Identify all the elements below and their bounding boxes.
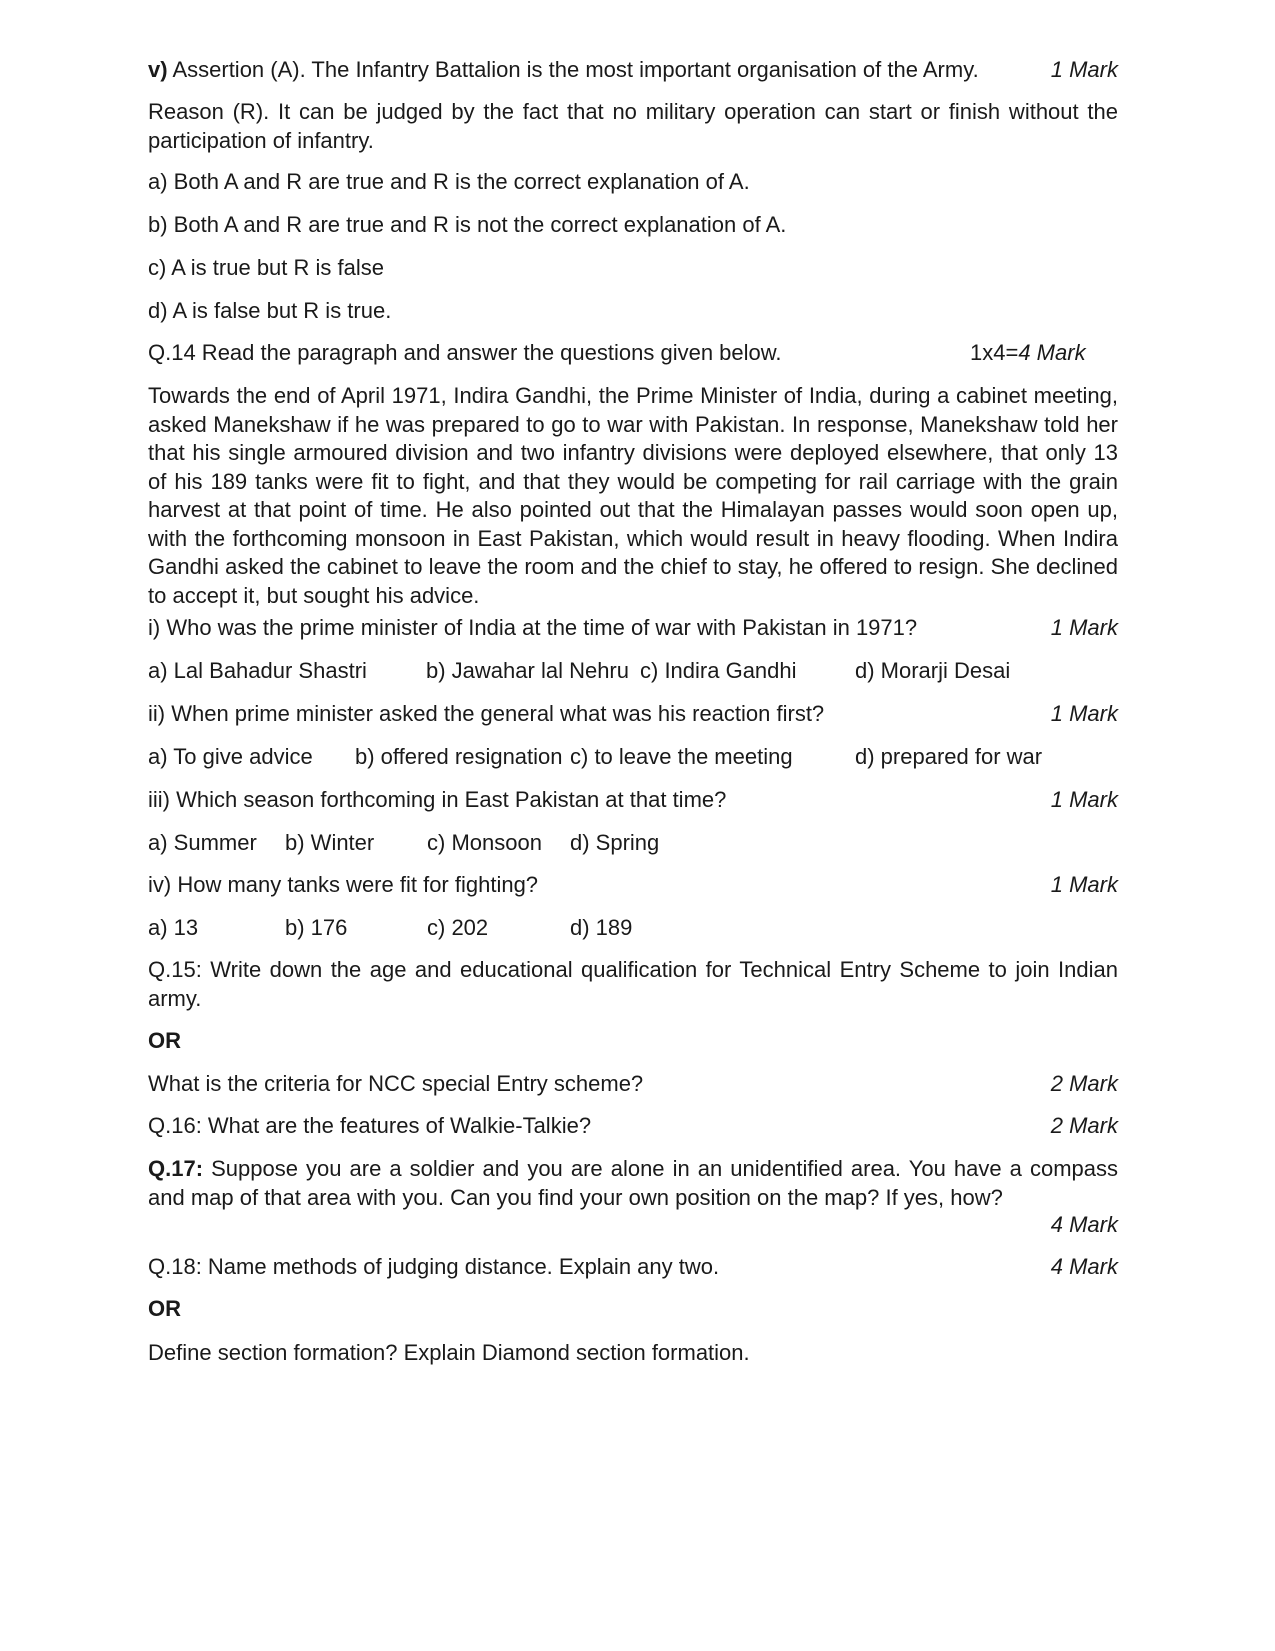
q15-question: Q.15: Write down the age and educational qualification for Technical Entry Scheme to join Indian army. bbox=[148, 957, 1118, 1011]
q15-alt-question: What is the criteria for NCC special Entry scheme? bbox=[148, 1071, 644, 1096]
q13v-assertion: Assertion (A). The Infantry Battalion is the most important organisation of the Army. bbox=[167, 57, 979, 82]
q14-ii-question: ii) When prime minister asked the general what was his reaction first? bbox=[148, 701, 825, 726]
q16-mark: 2 Mark bbox=[1050, 1113, 1118, 1138]
q14-mark-prefix: 1x4= bbox=[970, 340, 1019, 365]
q14-iv-option-a: a) 13 bbox=[148, 915, 199, 940]
q14-paragraph: Towards the end of April 1971, Indira Gandhi, the Prime Minister of India, during a cabinet meeting, asked Manekshaw if he was prepared to go to war with Pakistan. In response, Manekshaw told her that his single armoured division and two infantry divisions were deployed elsewhere, that only 13 of his 189 tanks were fit to fight, and that they would be competing for rail carriage with the grain harvest at that point of time. He also pointed out that the Himalayan passes would soon open up, with the forthcoming monsoon in East Pakistan, which would result in heavy flooding. When Indira Gandhi asked the cabinet to leave the room and the chief to stay, he offered to resign. She declined to accept it, but sought his advice. bbox=[148, 383, 1118, 608]
q14-iii-option-c: c) Monsoon bbox=[427, 830, 542, 855]
q14-iv-option-d: d) 189 bbox=[570, 915, 633, 940]
q17-label: Q.17: bbox=[148, 1156, 204, 1181]
q14-iii-option-a: a) Summer bbox=[148, 830, 257, 855]
q15-mark: 2 Mark bbox=[1050, 1071, 1118, 1096]
q14-i-option-c: c) Indira Gandhi bbox=[640, 658, 797, 683]
q14-ii-mark: 1 Mark bbox=[1050, 701, 1118, 726]
q14-i-option-a: a) Lal Bahadur Shastri bbox=[148, 658, 367, 683]
q14-iii-option-d: d) Spring bbox=[570, 830, 660, 855]
q13v-reason: Reason (R). It can be judged by the fact that no military operation can start or finish without the participation of infantry. bbox=[148, 99, 1118, 153]
q13v-option-d: d) A is false but R is true. bbox=[148, 298, 392, 323]
q16-question: Q.16: What are the features of Walkie-Talkie? bbox=[148, 1113, 592, 1138]
q14-i-option-d: d) Morarji Desai bbox=[855, 658, 1011, 683]
q13v-option-a: a) Both A and R are true and R is the correct explanation of A. bbox=[148, 169, 750, 194]
q14-iv-option-b: b) 176 bbox=[285, 915, 348, 940]
q14-ii-option-a: a) To give advice bbox=[148, 744, 313, 769]
q18-question: Q.18: Name methods of judging distance. Explain any two. bbox=[148, 1254, 720, 1279]
q14-i-mark: 1 Mark bbox=[1050, 615, 1118, 640]
q18-mark: 4 Mark bbox=[1050, 1254, 1118, 1279]
q13v-mark: 1 Mark bbox=[1050, 57, 1118, 82]
q13v-assertion-line bbox=[148, 56, 1118, 84]
q14-iv-option-c: c) 202 bbox=[427, 915, 489, 940]
q14-mark bbox=[970, 339, 1086, 367]
q14-i-question: i) Who was the prime minister of India at the time of war with Pakistan in 1971? bbox=[148, 615, 918, 640]
q14-i-option-b: b) Jawahar lal Nehru bbox=[426, 658, 629, 683]
q13v-option-b: b) Both A and R are true and R is not the correct explanation of A. bbox=[148, 212, 787, 237]
q14-iv-mark: 1 Mark bbox=[1050, 872, 1118, 897]
q14-mark-value: 4 Mark bbox=[1018, 340, 1086, 365]
q14-ii-option-d: d) prepared for war bbox=[855, 744, 1043, 769]
q18-or: OR bbox=[148, 1296, 181, 1321]
q14-iv-question: iv) How many tanks were fit for fighting? bbox=[148, 872, 539, 897]
q14-iii-option-b: b) Winter bbox=[285, 830, 375, 855]
q14-iii-question: iii) Which season forthcoming in East Pakistan at that time? bbox=[148, 787, 727, 812]
q17-text: Suppose you are a soldier and you are alone in an unidentified area. You have a compass and map of that area with you. Can you find your own position on the map? If yes, how? bbox=[148, 1156, 1118, 1210]
q14-iii-mark: 1 Mark bbox=[1050, 787, 1118, 812]
q14-ii-option-c: c) to leave the meeting bbox=[570, 744, 793, 769]
q17-mark: 4 Mark bbox=[1050, 1212, 1118, 1237]
q13v-label: v) bbox=[148, 57, 168, 82]
q14-ii-option-b: b) offered resignation bbox=[355, 744, 563, 769]
q13v-option-c: c) A is true but R is false bbox=[148, 255, 384, 280]
q15-or: OR bbox=[148, 1028, 181, 1053]
q14-heading: Q.14 Read the paragraph and answer the questions given below. bbox=[148, 340, 782, 365]
q18-alt-question: Define section formation? Explain Diamond section formation. bbox=[148, 1340, 750, 1365]
q17-question bbox=[148, 1155, 1118, 1212]
